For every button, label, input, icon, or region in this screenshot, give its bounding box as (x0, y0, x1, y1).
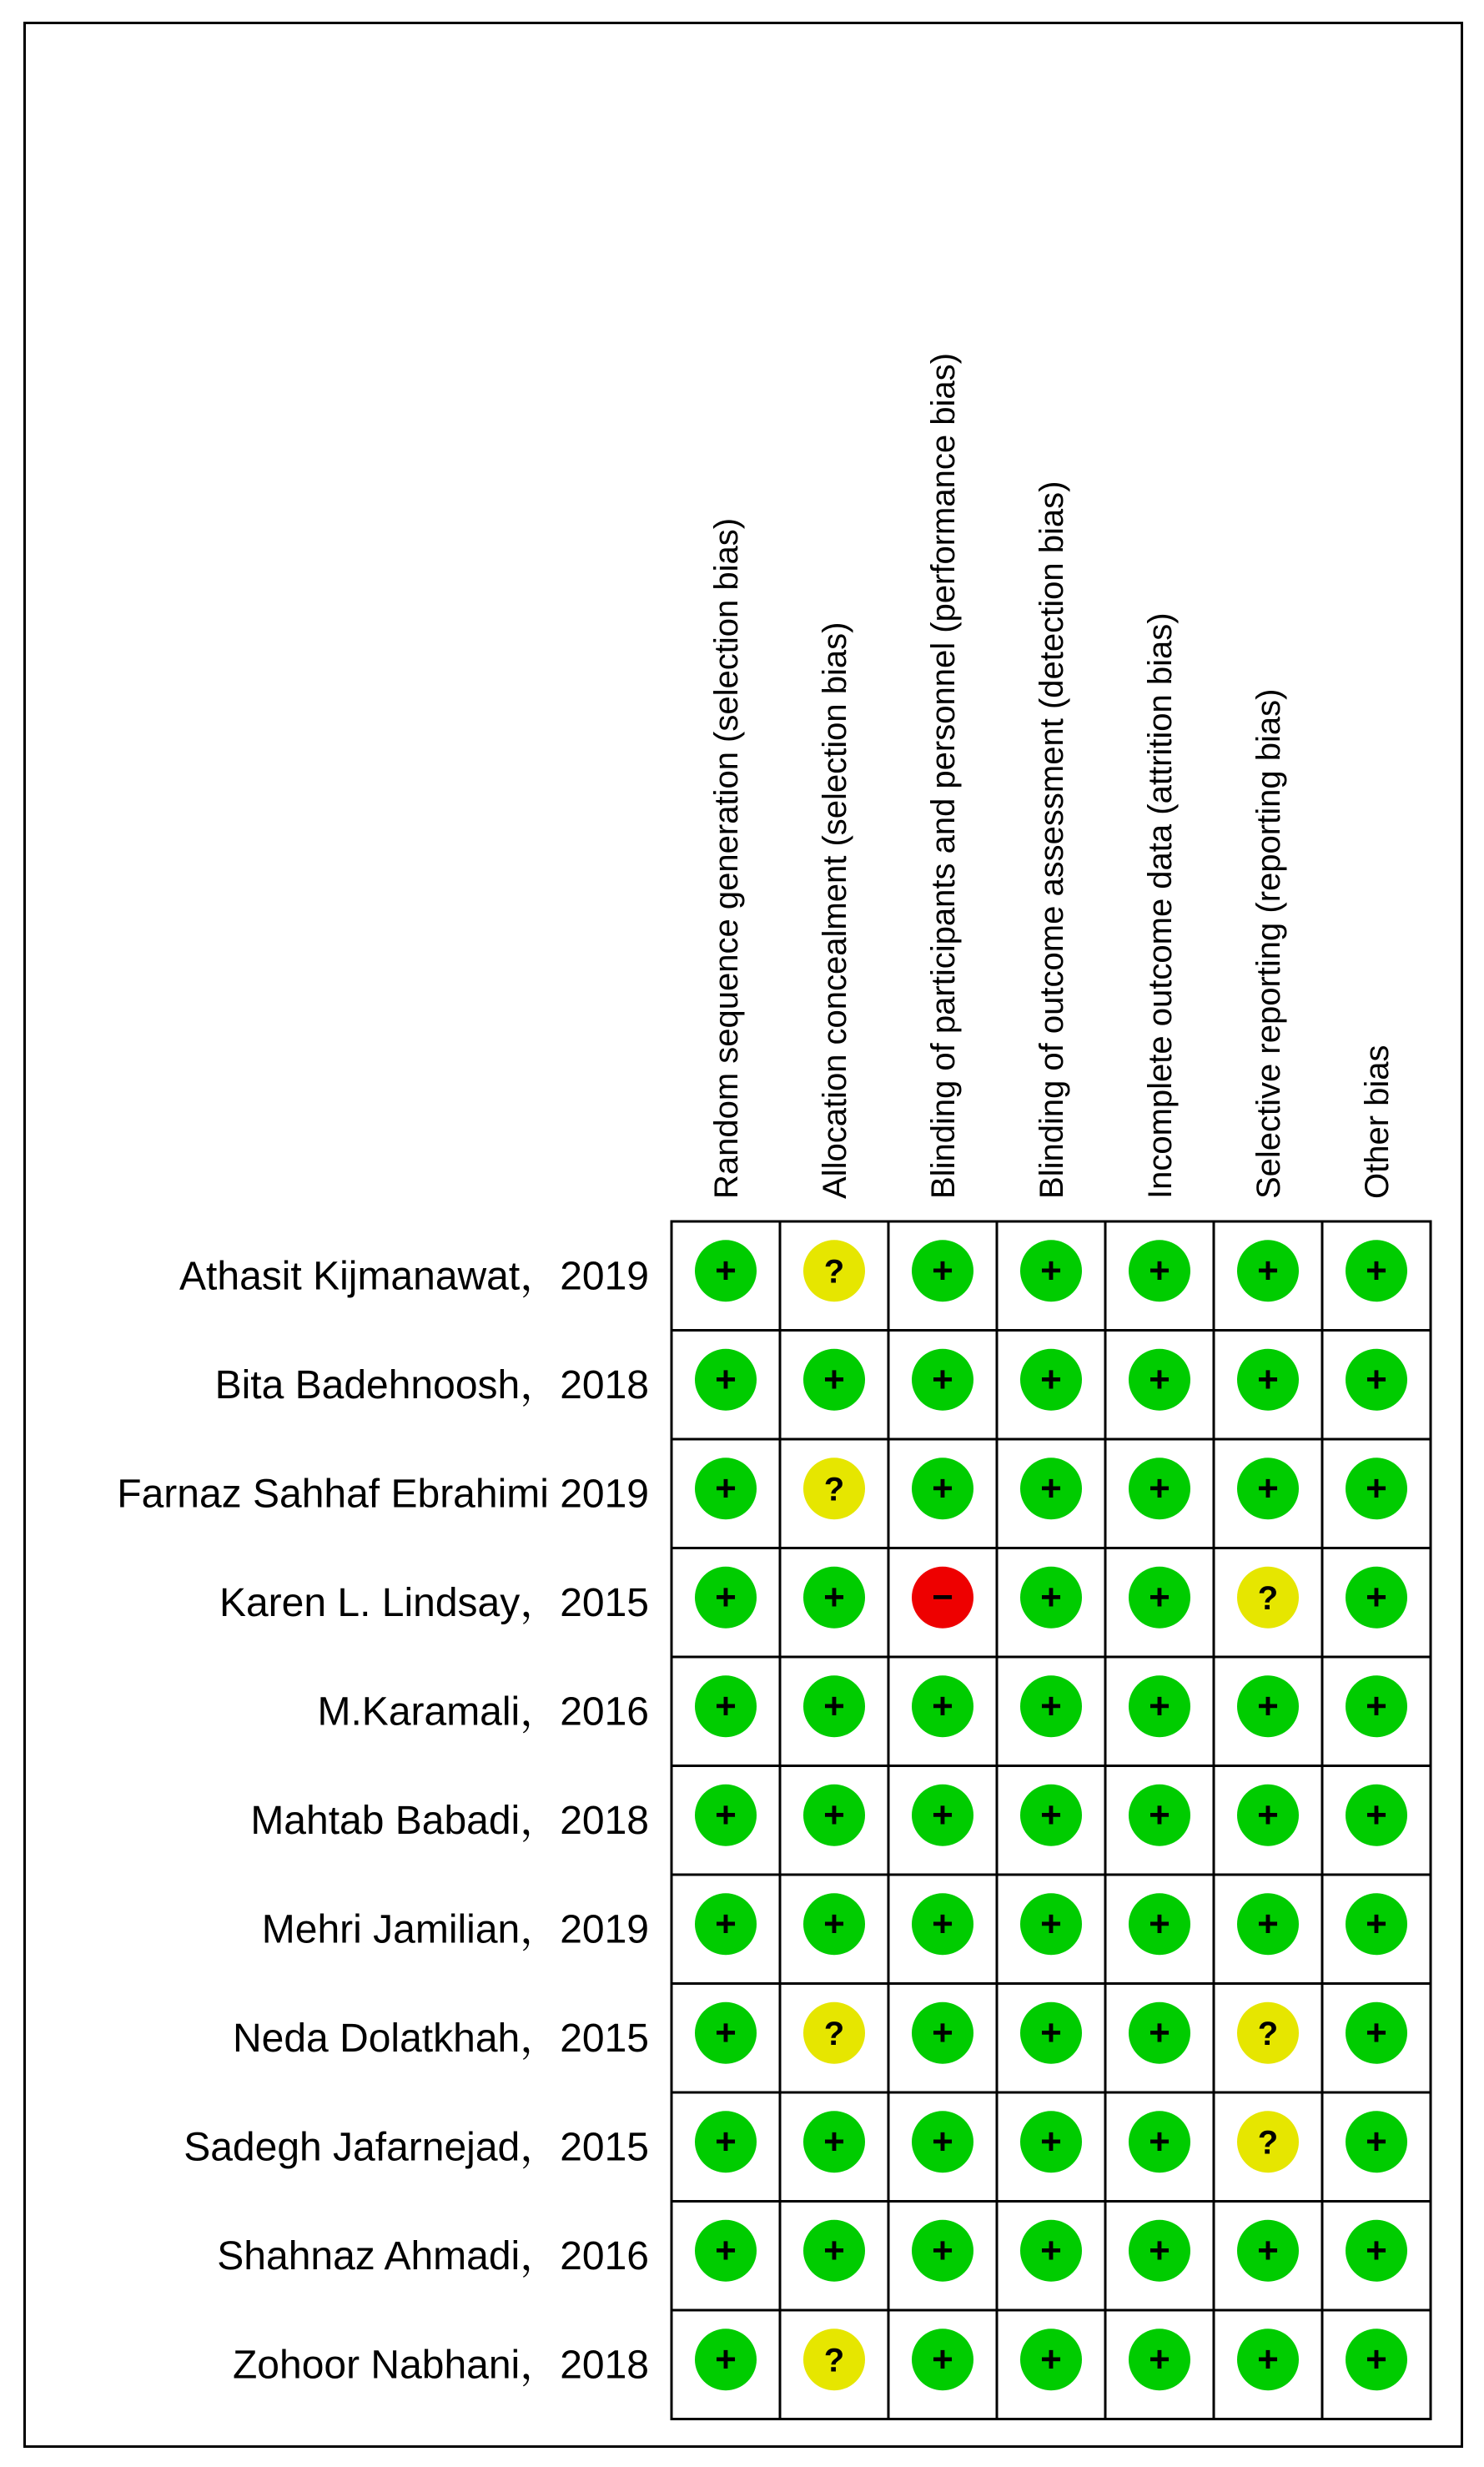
rating-glyph: + (715, 1358, 737, 1400)
rating-low-icon (803, 1893, 865, 1955)
rating-low-icon (803, 1349, 865, 1411)
rating-low-icon (912, 1893, 973, 1955)
rating-glyph: + (1149, 1794, 1170, 1835)
rating-low-icon (1129, 2002, 1190, 2064)
rating-glyph: + (715, 2339, 737, 2380)
rating-low-icon (695, 1349, 757, 1411)
rating-low-icon (912, 1240, 973, 1301)
rating-glyph: + (1040, 1794, 1062, 1835)
rating-glyph: + (1149, 1903, 1170, 1945)
rating-low-icon (1237, 1240, 1299, 1301)
rating-glyph: ? (823, 2015, 845, 2052)
rating-glyph: + (932, 2229, 953, 2271)
rating-low-icon (695, 1785, 757, 1846)
rating-glyph: + (1040, 1250, 1062, 1291)
rating-glyph: + (1149, 1250, 1170, 1291)
rating-low-icon (803, 2111, 865, 2172)
rating-low-icon (1346, 1458, 1407, 1519)
rating-glyph: + (932, 1685, 953, 1727)
rating-glyph: ? (823, 1253, 845, 1291)
rating-glyph: + (932, 1468, 953, 1509)
rating-glyph: + (1149, 2229, 1170, 2271)
study-label: Neda Dolatkhah，2015 (232, 2016, 649, 2061)
rating-low-icon (695, 1675, 757, 1737)
rating-glyph: + (1040, 1903, 1062, 1945)
rating-low-icon (1237, 1349, 1299, 1411)
study-label: Mehri Jamilian，2019 (261, 1907, 649, 1952)
rating-low-icon (803, 1785, 865, 1846)
rating-low-icon (695, 1567, 757, 1629)
rating-low-icon (1129, 1893, 1190, 1955)
rating-glyph: + (932, 2121, 953, 2162)
rating-low-icon (1129, 2220, 1190, 2282)
rating-glyph: + (823, 1576, 845, 1618)
rating-low-icon (1346, 2002, 1407, 2064)
rating-glyph: + (1366, 1250, 1387, 1291)
rating-low-icon (1020, 1785, 1082, 1846)
rating-low-icon (1237, 1458, 1299, 1519)
rating-glyph: ? (823, 1471, 845, 1508)
rating-low-icon (1129, 1458, 1190, 1519)
rating-glyph: + (1257, 1250, 1279, 1291)
column-header: Blinding of outcome assessment (detection bias) (1034, 481, 1070, 1199)
rating-low-icon (912, 1349, 973, 1411)
rating-glyph: + (823, 1358, 845, 1400)
rating-low-icon (1020, 2002, 1082, 2064)
rating-glyph: + (1149, 1576, 1170, 1618)
rating-glyph: + (1366, 1794, 1387, 1835)
rating-glyph: + (715, 1250, 737, 1291)
rating-glyph: + (932, 1903, 953, 1945)
rating-glyph: + (1366, 2011, 1387, 2053)
rating-low-icon (803, 2220, 865, 2282)
column-header: Incomplete outcome data (attrition bias) (1142, 612, 1179, 1199)
rating-low-icon (1129, 1567, 1190, 1629)
rating-low-icon (1020, 1567, 1082, 1629)
rating-low-icon (1020, 2111, 1082, 2172)
rating-glyph: + (715, 1794, 737, 1835)
column-header: Selective reporting (reporting bias) (1250, 688, 1287, 1199)
rating-low-icon (1237, 1893, 1299, 1955)
rating-glyph: ? (1257, 1579, 1279, 1617)
study-label: Athasit Kijmanawat，2019 (179, 1254, 649, 1299)
rating-low-icon (803, 1567, 865, 1629)
column-header: Random sequence generation (selection bias) (708, 517, 745, 1199)
rating-unclear-icon (803, 1240, 865, 1301)
rating-glyph: + (1366, 1468, 1387, 1509)
study-labels (117, 1254, 649, 2387)
rating-low-icon (695, 2329, 757, 2390)
study-label: M.Karamali，2016 (317, 1689, 649, 1734)
rating-glyph: + (1040, 1576, 1062, 1618)
rating-low-icon (1237, 1675, 1299, 1737)
rating-unclear-icon (803, 2002, 865, 2064)
rating-low-icon (912, 2220, 973, 2282)
rating-low-icon (1020, 2329, 1082, 2390)
rating-unclear-icon (803, 2329, 865, 2390)
rating-low-icon (695, 1893, 757, 1955)
study-label: Mahtab Babadi，2018 (250, 1798, 649, 1843)
study-label: Farnaz Sahhaf Ebrahimi 2019 (117, 1472, 649, 1517)
rating-low-icon (1346, 1240, 1407, 1301)
rating-glyph: + (1149, 2339, 1170, 2380)
rating-glyph: + (1257, 1903, 1279, 1945)
rating-low-icon (1129, 2111, 1190, 2172)
rating-glyph: + (1040, 1358, 1062, 1400)
rating-low-icon (1129, 1240, 1190, 1301)
rating-low-icon (1346, 1675, 1407, 1737)
rating-low-icon (695, 2220, 757, 2282)
rating-low-icon (1346, 1785, 1407, 1846)
rating-glyph: + (1040, 2011, 1062, 2053)
rating-low-icon (1237, 2220, 1299, 2282)
rating-glyph: + (823, 2229, 845, 2271)
rating-glyph: − (932, 1576, 953, 1618)
rating-low-icon (912, 1458, 973, 1519)
rating-glyph: + (1366, 1358, 1387, 1400)
rating-glyph: + (1149, 2011, 1170, 2053)
rating-low-icon (1129, 1785, 1190, 1846)
rating-glyph: + (1257, 1468, 1279, 1509)
study-label: Bita Badehnoosh，2018 (214, 1362, 649, 1407)
rating-low-icon (695, 2111, 757, 2172)
rating-low-icon (1237, 1785, 1299, 1846)
rating-low-icon (1020, 1675, 1082, 1737)
rating-unclear-icon (1237, 1567, 1299, 1629)
rating-glyph: + (932, 2339, 953, 2380)
rating-glyph: + (1366, 1576, 1387, 1618)
column-headers (708, 353, 1396, 1199)
rating-low-icon (803, 1675, 865, 1737)
study-label: Karen L. Lindsay，2015 (219, 1580, 649, 1625)
rating-low-icon (1346, 1567, 1407, 1629)
rating-glyph: + (715, 1468, 737, 1509)
rating-unclear-icon (803, 1458, 865, 1519)
rating-low-icon (912, 1785, 973, 1846)
rating-low-icon (1237, 2329, 1299, 2390)
rating-unclear-icon (1237, 2111, 1299, 2172)
rating-glyph: + (1040, 1685, 1062, 1727)
rating-glyph: + (1040, 1468, 1062, 1509)
rating-glyph: + (823, 1903, 845, 1945)
rating-glyph: + (1257, 2339, 1279, 2380)
rating-glyph: + (1257, 2229, 1279, 2271)
rating-glyph: + (1366, 1685, 1387, 1727)
column-header: Other bias (1359, 1045, 1396, 1199)
rating-glyph: ? (1257, 2124, 1279, 2162)
rating-glyph: + (1366, 2121, 1387, 2162)
rating-glyph: + (715, 1685, 737, 1727)
rating-low-icon (912, 1675, 973, 1737)
rating-glyph: + (932, 1250, 953, 1291)
rating-low-icon (912, 2111, 973, 2172)
rating-glyph: + (1366, 1903, 1387, 1945)
rating-glyph: + (823, 1794, 845, 1835)
rating-glyph: + (1149, 2121, 1170, 2162)
study-label: Zohoor Nabhani，2018 (232, 2343, 649, 2388)
rating-low-icon (1020, 1349, 1082, 1411)
rating-low-icon (695, 2002, 757, 2064)
rating-glyph: + (1366, 2339, 1387, 2380)
rating-glyph: + (1149, 1468, 1170, 1509)
rating-glyph: + (715, 2121, 737, 2162)
rating-low-icon (1346, 1893, 1407, 1955)
rating-low-icon (1346, 1349, 1407, 1411)
rating-glyph: + (1149, 1358, 1170, 1400)
rating-unclear-icon (1237, 2002, 1299, 2064)
study-label: Sadegh Jafarnejad，2015 (184, 2125, 649, 2170)
rating-glyph: + (1040, 2339, 1062, 2380)
rating-glyph: + (1040, 2229, 1062, 2271)
rating-low-icon (1346, 2220, 1407, 2282)
rating-glyph: ? (823, 2342, 845, 2379)
rating-low-icon (1020, 1893, 1082, 1955)
rating-glyph: + (932, 1358, 953, 1400)
rating-low-icon (1129, 2329, 1190, 2390)
rating-low-icon (1346, 2111, 1407, 2172)
rating-low-icon (695, 1240, 757, 1301)
rating-glyph: + (1149, 1685, 1170, 1727)
rating-glyph: + (1040, 2121, 1062, 2162)
rating-glyph: + (715, 2229, 737, 2271)
study-label: Shahnaz Ahmadi，2016 (217, 2233, 649, 2278)
rating-high-icon (912, 1567, 973, 1629)
column-header: Allocation concealment (selection bias) (817, 622, 853, 1199)
rating-low-icon (1020, 1458, 1082, 1519)
rating-low-icon (912, 2002, 973, 2064)
rating-low-icon (1020, 2220, 1082, 2282)
rating-glyph: + (1257, 1685, 1279, 1727)
rating-low-icon (1129, 1675, 1190, 1737)
rating-glyph: + (823, 1685, 845, 1727)
rating-glyph: + (715, 1576, 737, 1618)
column-header: Blinding of participants and personnel (performance bias) (925, 353, 962, 1199)
rating-glyph: + (823, 2121, 845, 2162)
rating-low-icon (1129, 1349, 1190, 1411)
rating-glyph: + (1257, 1794, 1279, 1835)
rating-glyph: + (1257, 1358, 1279, 1400)
rating-low-icon (912, 2329, 973, 2390)
rating-low-icon (1020, 1240, 1082, 1301)
rating-low-icon (1346, 2329, 1407, 2390)
rating-low-icon (695, 1458, 757, 1519)
rating-glyph: + (715, 2011, 737, 2053)
rating-glyph: + (1366, 2229, 1387, 2271)
rating-grid (672, 1221, 1431, 2419)
rating-glyph: + (715, 1903, 737, 1945)
rating-glyph: + (932, 1794, 953, 1835)
rating-glyph: + (932, 2011, 953, 2053)
rating-glyph: ? (1257, 2015, 1279, 2052)
